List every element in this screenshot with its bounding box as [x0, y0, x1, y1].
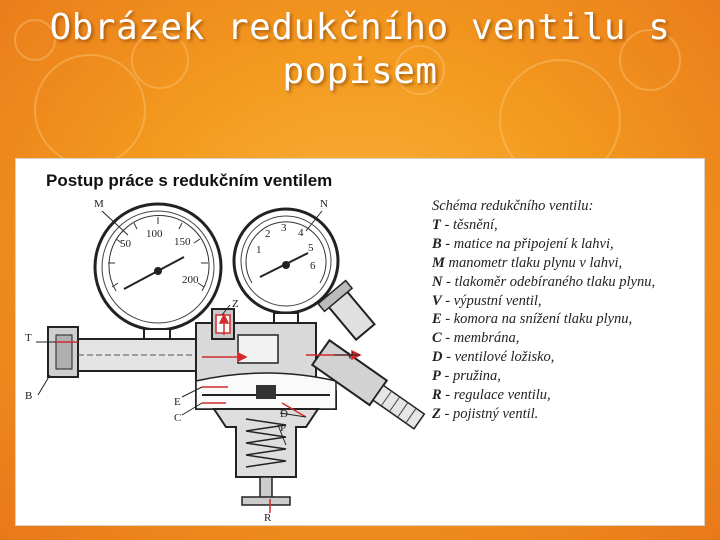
legend-item-m: M manometr tlaku plynu v lahvi,	[432, 254, 623, 271]
gauge-n-tick-4: 4	[298, 227, 304, 239]
legend-item-e: E - komora na snížení tlaku plynu,	[432, 311, 633, 328]
legend-item-n: N - tlakoměr odebíraného tlaku plynu,	[432, 273, 656, 290]
label-m: M	[94, 198, 104, 210]
label-z: Z	[232, 298, 239, 310]
legend-item-t: T - těsnění,	[432, 216, 498, 233]
gauge-m-tick-100: 100	[146, 228, 163, 240]
legend-item-z: Z - pojistný ventil.	[432, 405, 539, 422]
slide-title-line1: Obrázek redukčního ventilu s	[49, 7, 671, 48]
gauge-n-tick-6: 6	[310, 260, 316, 272]
pressure-gauge-m	[95, 204, 221, 330]
label-c: C	[174, 412, 182, 424]
legend-item-p: P - pružina,	[432, 368, 501, 385]
gauge-n-tick-3: 3	[281, 222, 287, 234]
figure-panel	[15, 158, 705, 526]
gauge-n-tick-1: 1	[256, 244, 262, 256]
label-t: T	[25, 332, 32, 344]
legend-item-r: R - regulace ventilu,	[432, 387, 551, 404]
figure-heading: Postup práce s redukčním ventilem	[46, 171, 333, 190]
label-v: V	[346, 350, 354, 362]
gauge-m-tick-50: 50	[120, 238, 131, 250]
slide-title-line2: popisem	[282, 51, 438, 92]
label-p: P	[280, 422, 287, 434]
gauge-n-tick-2: 2	[265, 228, 271, 240]
gauge-n-tick-5: 5	[308, 242, 314, 254]
label-d: D	[280, 408, 288, 420]
legend-title: Schéma redukčního ventilu:	[432, 198, 594, 214]
gauge-m-tick-150: 150	[174, 236, 191, 248]
slide-title	[0, 6, 720, 94]
label-r: R	[264, 512, 272, 524]
legend-item-v: V - výpustní ventil,	[432, 292, 542, 309]
label-e: E	[174, 396, 181, 408]
legend	[432, 197, 702, 424]
label-n: N	[320, 198, 328, 210]
legend-item-c: C - membrána,	[432, 330, 520, 347]
legend-item-b: B - matice na připojení k lahvi,	[432, 235, 614, 252]
legend-item-d: D - ventilové ložisko,	[432, 349, 555, 366]
gauge-m-tick-200: 200	[182, 274, 199, 286]
pressure-gauge-n	[234, 209, 338, 313]
label-b: B	[25, 390, 33, 402]
